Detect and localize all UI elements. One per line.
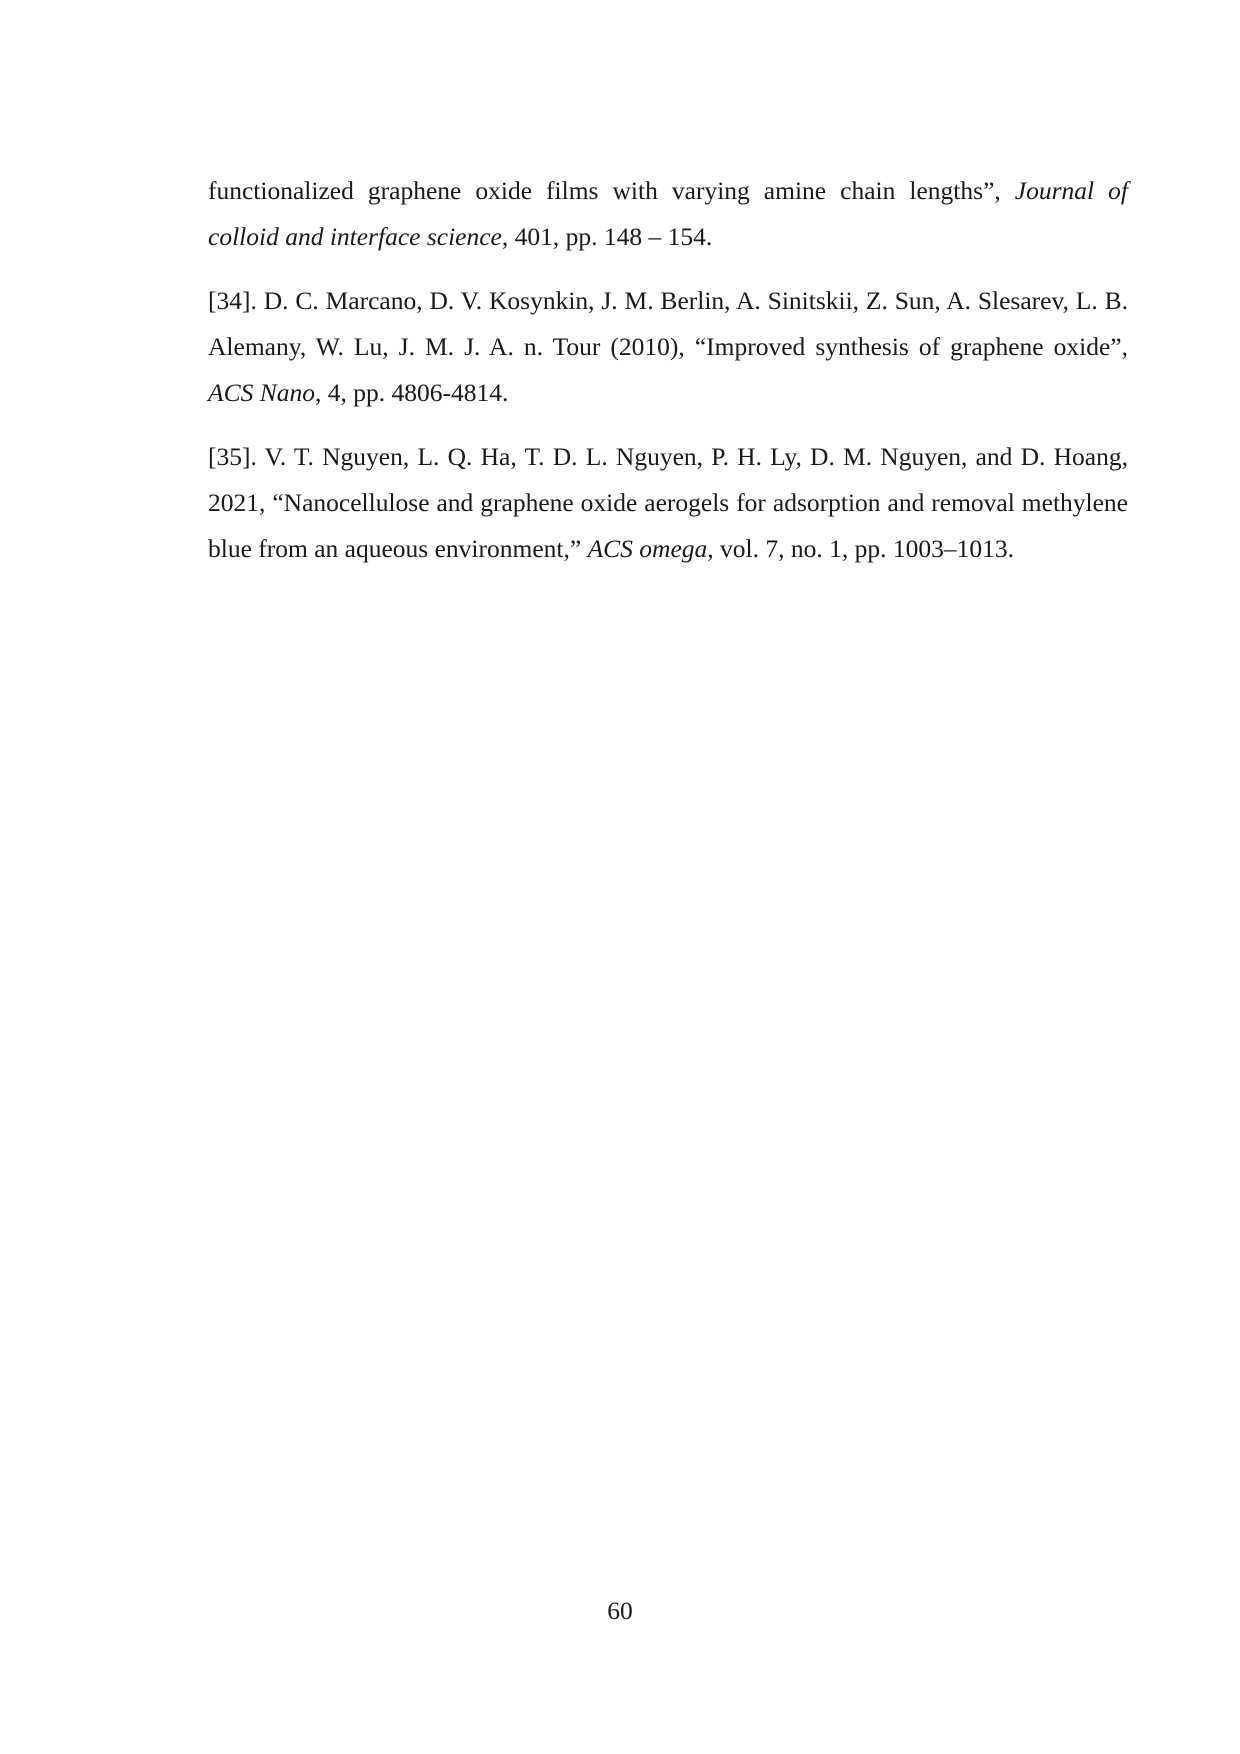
reference-35 [208, 434, 1128, 572]
reference-text: functionalized graphene oxide films with varying amine chain lengths”, [208, 176, 1015, 205]
reference-33-continuation [208, 168, 1128, 260]
journal-title: ACS Nano [208, 378, 315, 407]
reference-text: , 401, pp. 148 – 154. [501, 222, 713, 251]
journal-title: Journal of colloid and interface science [208, 176, 1128, 251]
page-number: 60 [607, 1596, 633, 1625]
reference-34 [208, 278, 1128, 416]
references-list [208, 168, 1128, 590]
reference-text: , 4, pp. 4806-4814. [314, 378, 509, 407]
reference-text: V. T. Nguyen, L. Q. Ha, T. D. L. Nguyen, P. H. Ly, D. M. Nguyen, and D. Hoang, 2021, “Nanocellulose and graphene oxide aerogels for adsorption and removal methylene blue from an aqueous environment,” [208, 442, 1128, 563]
reference-text: D. C. Marcano, D. V. Kosynkin, J. M. Berlin, A. Sinitskii, Z. Sun, A. Slesarev, L. B. Alemany, W. Lu, J. M. J. A. n. Tour (2010), “Improved synthesis of graphene oxide”, [208, 286, 1128, 361]
reference-number: [35]. [208, 442, 257, 471]
journal-title: ACS omega [587, 534, 708, 563]
reference-number: [34]. [208, 286, 257, 315]
reference-text: , vol. 7, no. 1, pp. 1003–1013. [707, 534, 1014, 563]
